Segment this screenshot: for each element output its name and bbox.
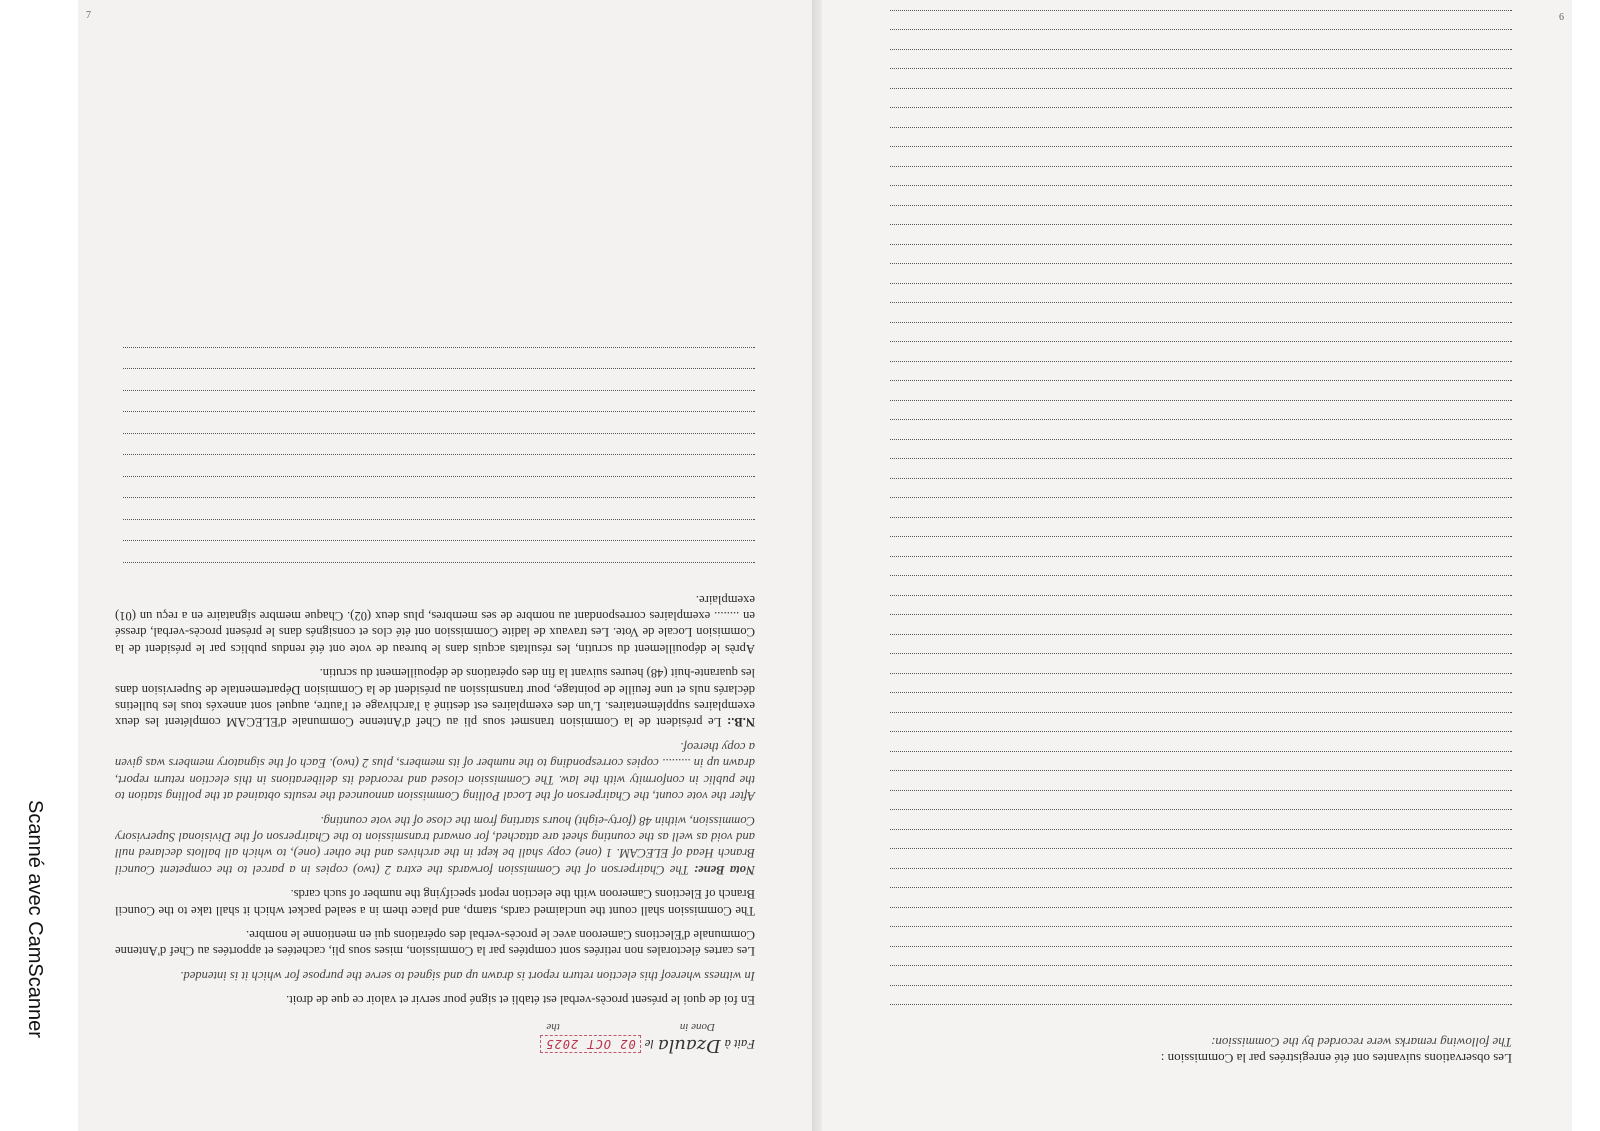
dotted-line — [890, 108, 1512, 128]
dotted-line — [890, 634, 1512, 654]
dotted-line — [890, 69, 1512, 89]
book-gutter — [812, 0, 822, 1131]
left-dotted-lines — [115, 347, 755, 584]
nota-bene-label: Nota Bene: — [693, 862, 755, 877]
right-page — [822, 0, 1572, 1131]
dotted-line — [123, 390, 755, 412]
dotted-line — [890, 10, 1512, 30]
nb-fr-label: N.B.: — [727, 715, 755, 730]
dotted-line — [890, 283, 1512, 303]
dotted-line — [123, 347, 755, 369]
witness-fr: En foi de quoi le présent procès-verbal est établi et signé pour servir et valoir ce que de droit. — [286, 993, 755, 1008]
observations-title-en: The following remarks were recorded by the Commission: — [1210, 1035, 1512, 1050]
dotted-line — [890, 1005, 1512, 1025]
dotted-line — [123, 497, 755, 519]
dotted-line — [890, 166, 1512, 186]
dotted-line — [890, 790, 1512, 810]
dotted-line — [890, 439, 1512, 459]
dotted-line — [890, 615, 1512, 635]
signature-subline — [115, 1018, 755, 1034]
nota-bene-en — [115, 812, 755, 878]
dotted-line — [890, 361, 1512, 381]
dotted-line — [890, 966, 1512, 986]
dotted-line — [890, 849, 1512, 869]
dotted-line — [890, 751, 1512, 771]
le-label: le — [644, 1037, 654, 1051]
dotted-line — [890, 927, 1512, 947]
results-en: After the vote count, the Chairperson of the Local Polling Commission announced the results obtained at the polling station to the public in conformity with the law. The Commission closed and recorded its deliberations in this election return report, drawn up in ......... copies corresponding to the number of its members, plus 2 (two). Each of the signatory members was given a copy thereof. — [115, 739, 755, 804]
signature-block — [115, 1018, 755, 1056]
dotted-line — [890, 907, 1512, 927]
dotted-line — [890, 693, 1512, 713]
right-page-text — [872, 10, 1512, 1066]
dotted-line — [890, 868, 1512, 888]
dotted-line — [890, 186, 1512, 206]
dotted-line — [123, 476, 755, 498]
witness-en: In witness whereof this election return report is drawn up and signed to serve the purpose for which it is intended. — [180, 968, 755, 983]
dotted-line — [890, 420, 1512, 440]
page-number: 6 — [1559, 12, 1564, 23]
dotted-line — [890, 946, 1512, 966]
signature-line — [115, 1035, 755, 1056]
nota-bene-text: The Chairperson of the Commission forwards the extra 2 (two) copies in a parcel to the competent Council Branch Head of ELECAM. 1 (one) copy shall be kept in the archives and the other (one), to which all ballots declared null and void as well as the counting sheet are attached, for onward transmission to the Chairperson of the Divisional Supervisory Commission, within 48 (forty-eight) hours starting from the close of the vote counting. — [115, 813, 755, 877]
dotted-line — [890, 459, 1512, 479]
dotted-line — [890, 712, 1512, 732]
dotted-line — [123, 411, 755, 433]
dotted-line — [890, 654, 1512, 674]
dotted-line — [890, 225, 1512, 245]
nb-fr — [115, 665, 755, 731]
dotted-line — [123, 562, 755, 584]
dotted-line — [890, 88, 1512, 108]
dotted-line — [890, 829, 1512, 849]
dotted-line — [890, 342, 1512, 362]
page-number: 7 — [86, 10, 91, 21]
cards-en: The Commission shall count the unclaimed cards, stamp, and place them in a sealed packet which it shall take to the Council Branch of Elections Cameroon with the election report specifying the number of such cards. — [115, 887, 755, 918]
dotted-line — [123, 454, 755, 476]
nb-fr-text: Le président de la Commision transmet sous pli au Chef d'Antenne Communale d'ELECAM complétent les deux exemplaires supplémentaires. L'un des exemplaires est destiné à l'archivage et l'autre, auquel sont annexés tous les bulletins déclarés nuls et une feuille de pointage, pour transmission au président de la Commision Départementale de Supervision dans les quarante-huit (48) heures suivant la fin des opérations de dépouillement du scrutin. — [115, 666, 755, 730]
dotted-line — [890, 49, 1512, 69]
dotted-line — [123, 368, 755, 390]
dotted-line — [123, 519, 755, 541]
dotted-line — [890, 264, 1512, 284]
dotted-line — [890, 381, 1512, 401]
dotted-line — [890, 498, 1512, 518]
dotted-line — [890, 205, 1512, 225]
cards-fr: Les cartes électorales non retirées sont comptées par la Commission, mises sous pli, cachetées et apportées au Chef d'Antenne Communale d'Elections Cameroon avec le procès-verbal des opérations qui en mentionne le nombre. — [115, 927, 755, 959]
dotted-line — [890, 244, 1512, 264]
dotted-line — [890, 478, 1512, 498]
dotted-line — [890, 732, 1512, 752]
date-stamp: 02 OCT 2025 — [540, 1035, 640, 1053]
left-page-content — [78, 0, 812, 1131]
dotted-line — [890, 322, 1512, 342]
left-page-text — [115, 337, 755, 1059]
fait-a-label: Fait à — [724, 1037, 755, 1051]
signature-place: Dzaula — [657, 1035, 721, 1056]
dotted-line — [890, 517, 1512, 537]
dotted-line — [123, 540, 755, 562]
dotted-line — [890, 595, 1512, 615]
left-page — [78, 0, 812, 1131]
dotted-line — [890, 30, 1512, 50]
camscanner-label: Scanné avec CamScanner — [24, 800, 46, 1038]
dotted-line — [890, 771, 1512, 791]
dotted-line — [890, 810, 1512, 830]
observations-title-fr: Les observations suivantes ont été enregistrées par la Commission : — [1160, 1051, 1512, 1066]
dotted-line — [890, 303, 1512, 323]
the-label: the — [546, 1020, 560, 1033]
dotted-line — [890, 888, 1512, 908]
dotted-line — [890, 147, 1512, 167]
dotted-line — [890, 127, 1512, 147]
dotted-line — [890, 556, 1512, 576]
dotted-line — [890, 537, 1512, 557]
dotted-line — [890, 985, 1512, 1005]
done-in-label: Done in — [679, 1020, 715, 1033]
dotted-line — [890, 673, 1512, 693]
dotted-line — [123, 433, 755, 455]
right-page-content — [822, 0, 1572, 1131]
right-dotted-lines — [872, 10, 1512, 1024]
dotted-line — [890, 576, 1512, 596]
dotted-line — [890, 400, 1512, 420]
results-fr: Après le dépouillement du scrutin, les résultats acquis dans le bureau de vote ont été rendus publics par le président de la Commision Locale de Vote. Les travaux de ladite Commission ont été clos et consignés dans le présent procès-verbal, dressé en ........ exemplaires correspondant au nombre de ses membres, plus deux (02). Chaque membre signataire en a reçu un (01) exemplaire. — [115, 592, 755, 656]
